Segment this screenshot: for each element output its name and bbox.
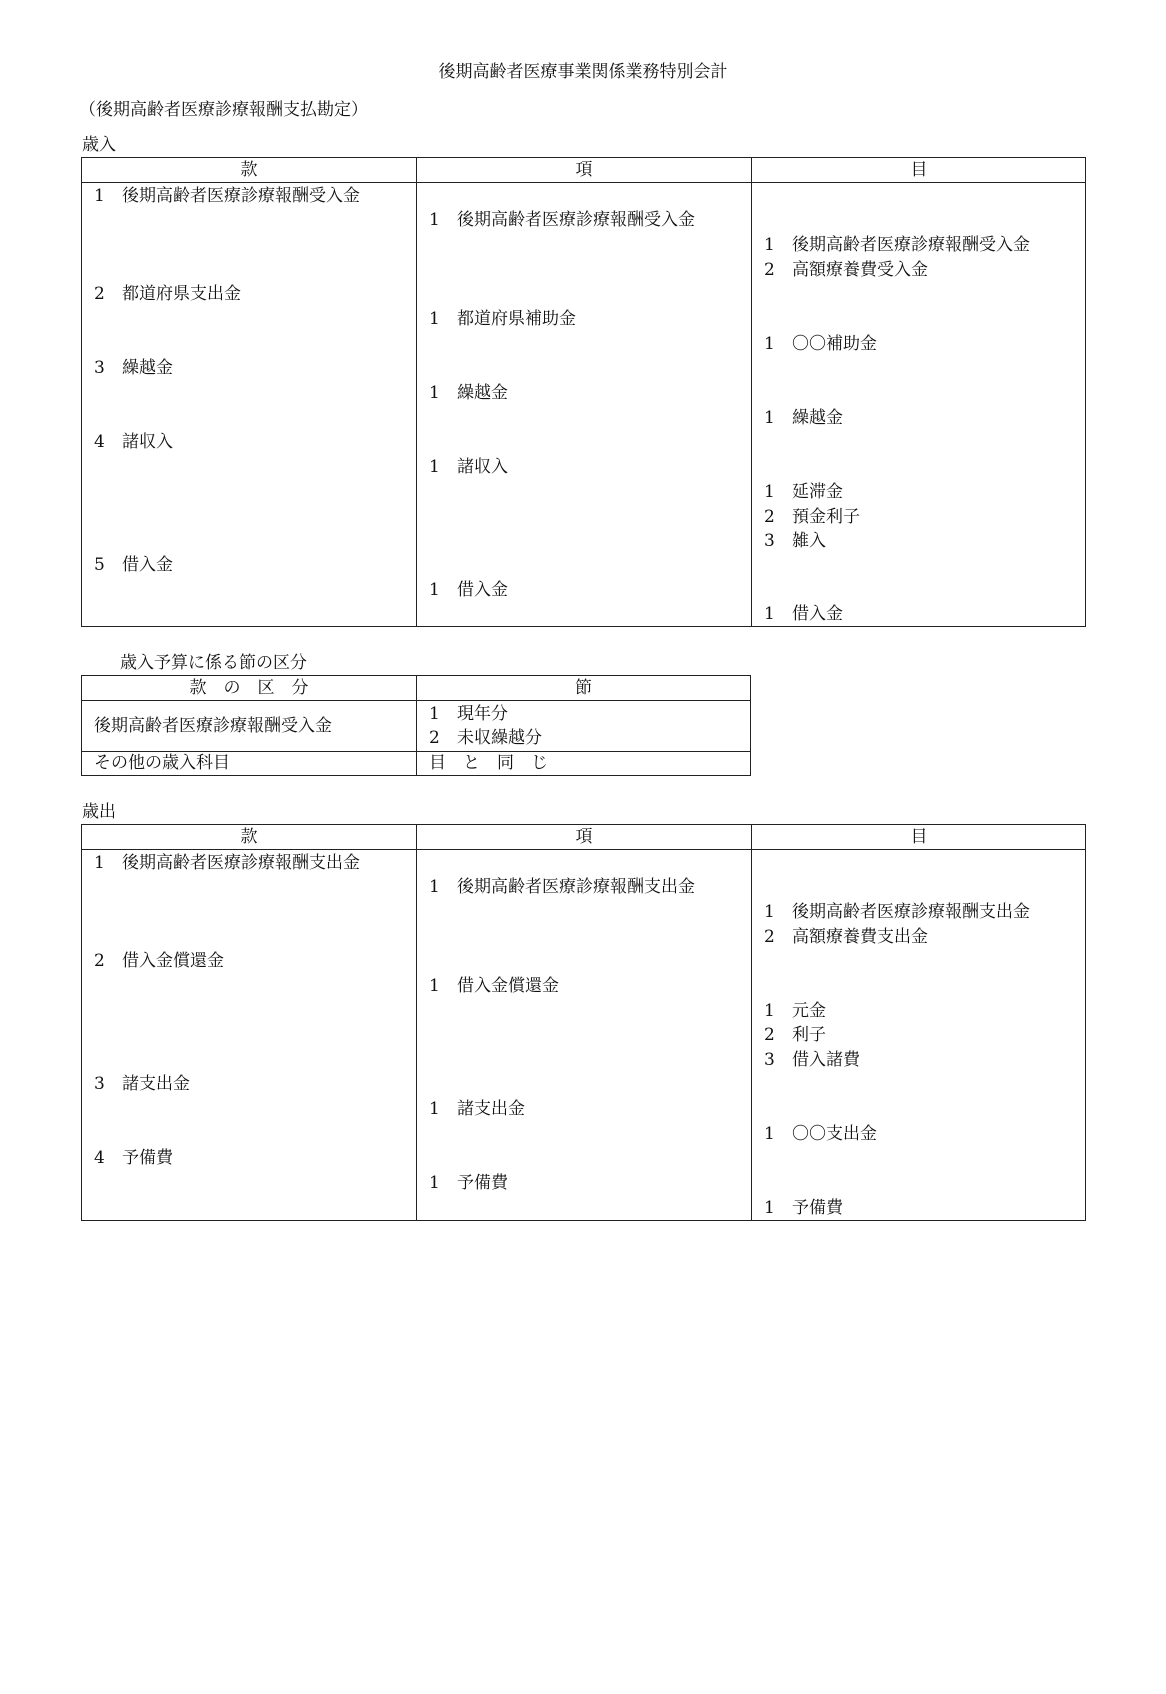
revenue-moku-item: 1 後期高齢者医療診療報酬受入金 (764, 235, 1030, 255)
revenue-kou-item: 1 諸収入 (429, 457, 508, 477)
expenditure-kan-item: 4 予備費 (94, 1148, 173, 1168)
revenue-moku-item: 2 高額療養費受入金 (764, 260, 928, 280)
revenue-header-kan: 款 (240, 160, 258, 180)
revenue-moku-item: 2 預金利子 (764, 507, 860, 527)
expenditure-header-kan: 款 (240, 827, 258, 847)
expenditure-kou-item: 1 諸支出金 (429, 1099, 525, 1119)
section-row-setsu: 2 未収繰越分 (429, 728, 542, 748)
document-subtitle: （後期高齢者医療診療報酬支払勘定） (79, 100, 368, 120)
revenue-header-kou: 項 (575, 160, 593, 180)
revenue-moku-item: 1 繰越金 (764, 408, 843, 428)
revenue-kou-item: 1 都道府県補助金 (429, 309, 576, 329)
expenditure-kou-item: 1 後期高齢者医療診療報酬支出金 (429, 877, 695, 897)
revenue-table (81, 157, 1086, 627)
revenue-kan-item: 5 借入金 (94, 555, 173, 575)
section-table (81, 675, 751, 776)
section-header-divider (82, 700, 750, 701)
expenditure-kan-item: 1 後期高齢者医療診療報酬支出金 (94, 853, 360, 873)
expenditure-header-divider (82, 849, 1085, 850)
expenditure-col-divider-2 (751, 825, 752, 1220)
section-row-setsu-text: 目 と 同 じ (429, 753, 548, 773)
expenditure-kou-item: 1 予備費 (429, 1173, 508, 1193)
revenue-kan-item: 2 都道府県支出金 (94, 284, 241, 304)
expenditure-header-kou: 項 (575, 827, 593, 847)
revenue-heading: 歳入 (82, 135, 116, 155)
revenue-header-divider (82, 182, 1085, 183)
document-title: 後期高齢者医療事業関係業務特別会計 (438, 62, 728, 82)
revenue-moku-item: 1 〇〇補助金 (764, 334, 877, 354)
expenditure-moku-item: 1 後期高齢者医療診療報酬支出金 (764, 902, 1030, 922)
expenditure-moku-item: 1 〇〇支出金 (764, 1124, 877, 1144)
revenue-kou-item: 1 繰越金 (429, 383, 508, 403)
revenue-kan-item: 1 後期高齢者医療診療報酬受入金 (94, 186, 360, 206)
revenue-moku-item: 1 借入金 (764, 604, 843, 624)
section-row-setsu: 1 現年分 (429, 704, 508, 724)
section-row-divider (82, 751, 750, 752)
expenditure-moku-item: 1 予備費 (764, 1198, 843, 1218)
expenditure-moku-item: 3 借入諸費 (764, 1050, 860, 1070)
revenue-col-divider-2 (751, 158, 752, 626)
section-row-kan: その他の歳入科目 (94, 753, 230, 773)
section-header-kan: 款 の 区 分 (189, 678, 309, 698)
expenditure-kan-item: 3 諸支出金 (94, 1074, 190, 1094)
section-heading: 歳入予算に係る節の区分 (120, 653, 307, 673)
expenditure-col-divider-1 (416, 825, 417, 1220)
section-row-kan: 後期高齢者医療診療報酬受入金 (94, 716, 332, 736)
expenditure-kan-item: 2 借入金償還金 (94, 951, 224, 971)
revenue-header-moku: 目 (910, 160, 928, 180)
expenditure-moku-item: 2 利子 (764, 1025, 826, 1045)
revenue-moku-item: 3 雑入 (764, 531, 826, 551)
expenditure-moku-item: 2 高額療養費支出金 (764, 927, 928, 947)
expenditure-moku-item: 1 元金 (764, 1001, 826, 1021)
expenditure-heading: 歳出 (82, 802, 116, 822)
revenue-kan-item: 4 諸収入 (94, 432, 173, 452)
revenue-col-divider-1 (416, 158, 417, 626)
section-header-setsu: 節 (575, 678, 592, 698)
revenue-moku-item: 1 延滞金 (764, 482, 843, 502)
expenditure-header-moku: 目 (910, 827, 928, 847)
revenue-kou-item: 1 借入金 (429, 580, 508, 600)
expenditure-table (81, 824, 1086, 1221)
revenue-kou-item: 1 後期高齢者医療診療報酬受入金 (429, 210, 695, 230)
revenue-kan-item: 3 繰越金 (94, 358, 173, 378)
expenditure-kou-item: 1 借入金償還金 (429, 976, 559, 996)
